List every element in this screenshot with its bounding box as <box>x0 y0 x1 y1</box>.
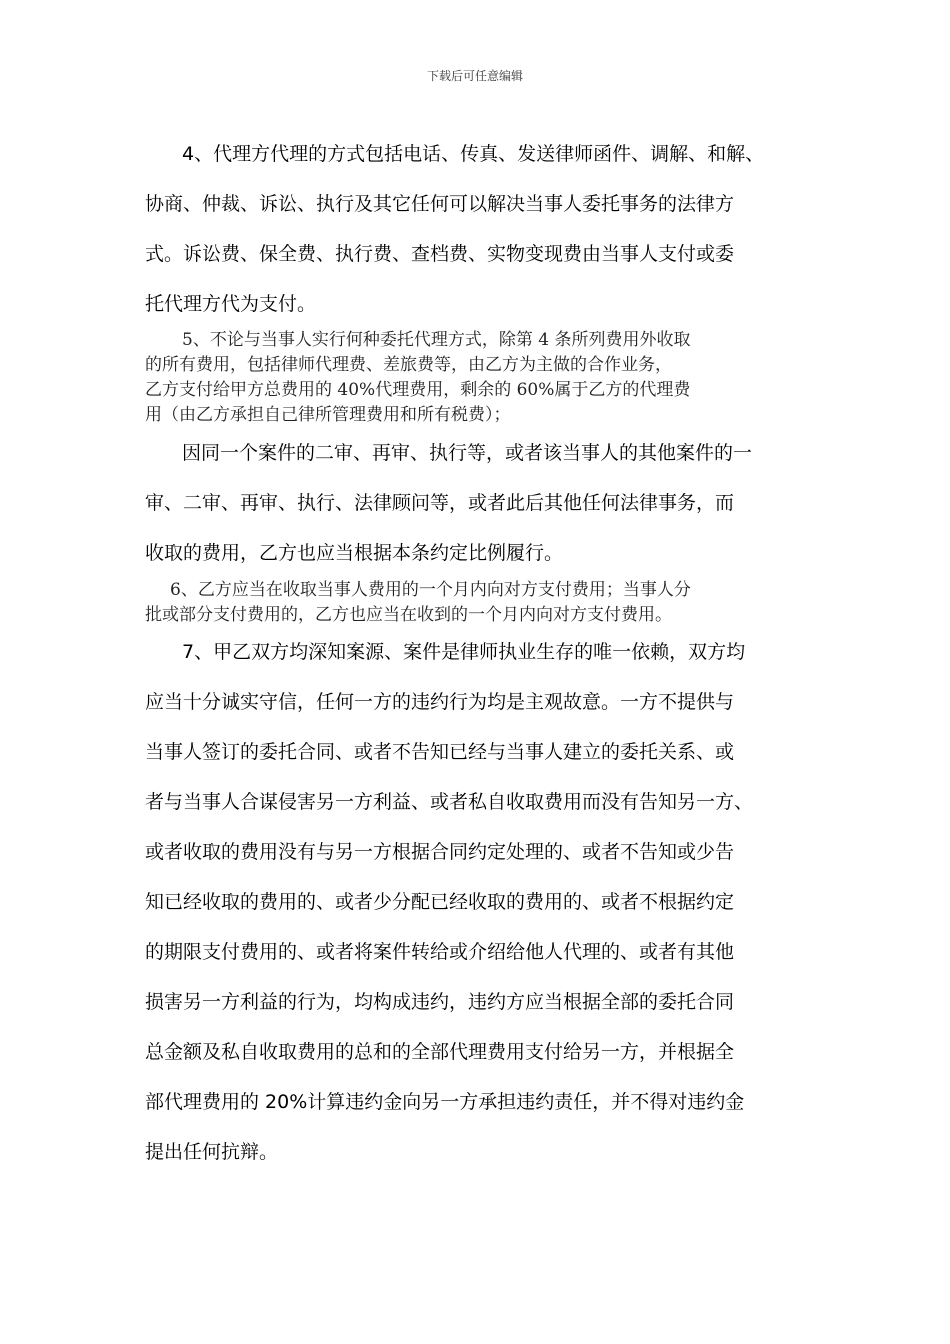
text-line: 乙方支付给甲方总费用的 40%代理费用，剩余的 60%属于乙方的代理费 <box>145 380 691 400</box>
text-line: 损害另一方利益的行为，均构成违约，违约方应当根据全部的委托合同 <box>145 991 735 1013</box>
text-line: 的期限支付费用的、或者将案件转给或介绍给他人代理的、或者有其他 <box>145 941 735 963</box>
text-line: 6、乙方应当在收取当事人费用的一个月内向对方支付费用；当事人分 <box>170 580 691 600</box>
text-line: 的所有费用，包括律师代理费、差旅费等，由乙方为主做的合作业务， <box>145 355 672 375</box>
text-line: 4、代理方代理的方式包括电话、传真、发送律师函件、调解、和解、 <box>182 143 765 165</box>
text-line: 或者收取的费用没有与另一方根据合同约定处理的、或者不告知或少告 <box>145 841 735 863</box>
text-line: 7、甲乙双方均深知案源、案件是律师执业生存的唯一依赖，双方均 <box>182 641 746 663</box>
text-line: 当事人签订的委托合同、或者不告知已经与当事人建立的委托关系、或 <box>145 741 735 763</box>
text-line: 提出任何抗辩。 <box>145 1141 279 1163</box>
text-line: 知已经收取的费用的、或者少分配已经收取的费用的、或者不根据约定 <box>145 891 735 913</box>
text-line: 式。诉讼费、保全费、执行费、查档费、实物变现费由当事人支付或委 <box>145 243 735 265</box>
page-header: 下载后可任意编辑 <box>426 69 523 83</box>
text-line: 应当十分诚实守信，任何一方的违约行为均是主观故意。一方不提供与 <box>145 691 735 713</box>
text-line: 总金额及私自收取费用的总和的全部代理费用支付给另一方，并根据全 <box>145 1041 735 1063</box>
text-line: 协商、仲裁、诉讼、执行及其它任何可以解决当事人委托事务的法律方 <box>145 193 735 215</box>
text-line: 审、二审、再审、执行、法律顾问等，或者此后其他任何法律事务，而 <box>145 492 735 514</box>
text-line: 托代理方代为支付。 <box>145 293 317 315</box>
text-line: 部代理费用的 20%计算违约金向另一方承担违约责任，并不得对违约金 <box>145 1091 745 1113</box>
text-line: 5、不论与当事人实行何种委托代理方式，除第 4 条所列费用外收取 <box>182 330 691 350</box>
text-line: 者与当事人合谋侵害另一方利益、或者私自收取费用而没有告知另一方、 <box>145 791 754 813</box>
text-line: 用（由乙方承担自己律所管理费用和所有税费）； <box>145 405 511 425</box>
text-line: 批或部分支付费用的，乙方也应当在收到的一个月内向对方支付费用。 <box>145 605 672 625</box>
text-line: 收取的费用，乙方也应当根据本条约定比例履行。 <box>145 542 564 564</box>
text-line: 因同一个案件的二审、再审、执行等，或者该当事人的其他案件的一 <box>182 442 753 464</box>
